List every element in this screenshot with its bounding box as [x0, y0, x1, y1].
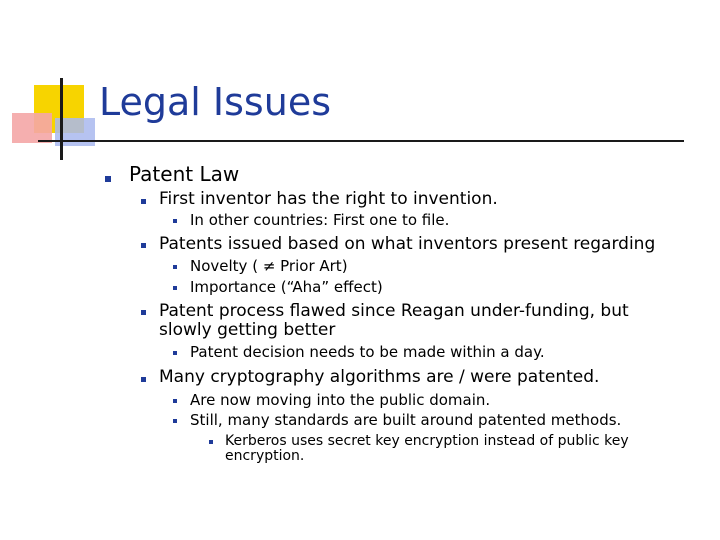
bullet-process-flawed-line1: Patent process flawed since Reagan under-funding, but — [159, 301, 629, 321]
bullet-first-inventor: First inventor has the right to invention. — [159, 189, 498, 209]
bullet-icon — [141, 199, 146, 204]
bullet-icon — [209, 440, 213, 444]
bullet-icon — [141, 377, 146, 382]
bullet-icon — [173, 286, 177, 290]
bullet-standards: Still, many standards are built around patented methods. — [190, 411, 622, 429]
bullet-other-countries: In other countries: First one to file. — [190, 211, 450, 229]
bullet-novelty: Novelty ( ≠ Prior Art) — [190, 257, 348, 275]
bullet-crypto: Many cryptography algorithms are / were patented. — [159, 367, 600, 387]
slide-title: Legal Issues — [99, 80, 331, 124]
bullet-icon — [173, 219, 177, 223]
bullet-icon — [141, 310, 146, 315]
bullet-importance: Importance (“Aha” effect) — [190, 278, 383, 296]
bullet-decision: Patent decision needs to be made within a day. — [190, 343, 545, 361]
bullet-kerberos-line2: encryption. — [225, 448, 305, 464]
bullet-icon — [173, 265, 177, 269]
bullet-moving: Are now moving into the public domain. — [190, 391, 491, 409]
bullet-process-flawed-line2: slowly getting better — [159, 320, 336, 340]
bullet-icon — [173, 399, 177, 403]
bullet-patent-law: Patent Law — [129, 162, 240, 186]
title-underline — [38, 140, 684, 142]
bullet-icon — [141, 243, 146, 248]
logo-vertical-line — [60, 78, 63, 160]
bullet-icon — [105, 176, 111, 182]
bullet-patents-issued: Patents issued based on what inventors present regarding — [159, 234, 656, 254]
bullet-icon — [173, 351, 177, 355]
bullet-kerberos-line1: Kerberos uses secret key encryption instead of public key — [225, 433, 629, 449]
bullet-icon — [173, 419, 177, 423]
logo-pink-square — [12, 113, 52, 143]
